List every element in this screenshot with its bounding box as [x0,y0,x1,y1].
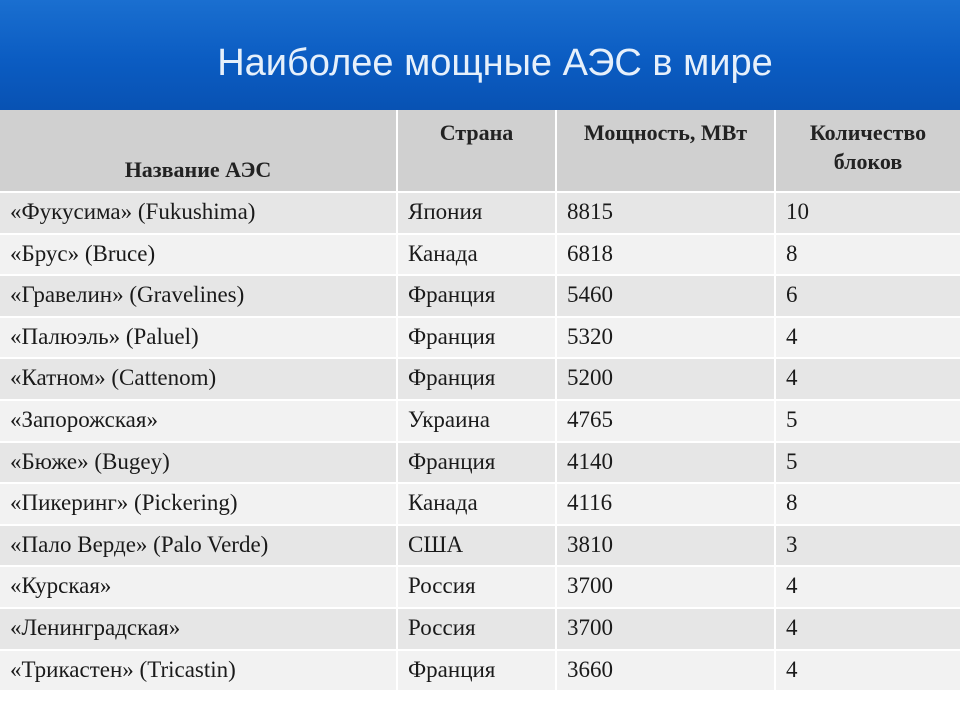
cell-country: Россия [397,566,556,608]
cell-country: Канада [397,483,556,525]
cell-power: 8815 [556,192,775,234]
cell-name: «Катном» (Cattenom) [0,358,397,400]
cell-units: 4 [775,608,960,650]
cell-country: Россия [397,608,556,650]
cell-country: Канада [397,234,556,276]
cell-units: 5 [775,442,960,484]
slide-title: Наиболее мощные АЭС в мире [217,42,773,84]
header-power-label: Мощность, МВт [583,120,748,145]
cell-country: Франция [397,275,556,317]
cell-name: «Трикастен» (Tricastin) [0,650,397,691]
table-row [0,566,960,608]
cell-power: 4765 [556,400,775,442]
cell-units: 4 [775,317,960,359]
table-row [0,192,960,234]
cell-country: Япония [397,192,556,234]
cell-name: «Фукусима» (Fukushima) [0,192,397,234]
cell-name: «Курская» [0,566,397,608]
table-row [0,608,960,650]
cell-power: 3660 [556,650,775,691]
cell-name: «Пало Верде» (Palo Verde) [0,525,397,567]
cell-country: Франция [397,317,556,359]
cell-power: 5460 [556,275,775,317]
header-country [397,110,556,192]
cell-country: США [397,525,556,567]
cell-units: 8 [775,483,960,525]
header-name: Название АЭС [0,110,397,192]
cell-units: 4 [775,566,960,608]
cell-country: Франция [397,442,556,484]
cell-name: «Палюэль» (Paluel) [0,317,397,359]
title-band [0,0,960,110]
cell-units: 4 [775,650,960,691]
cell-name: «Гравелин» (Gravelines) [0,275,397,317]
cell-name: «Брус» (Bruce) [0,234,397,276]
cell-country: Украина [397,400,556,442]
cell-power: 4140 [556,442,775,484]
cell-name: «Бюже» (Bugey) [0,442,397,484]
cell-units: 3 [775,525,960,567]
cell-power: 4116 [556,483,775,525]
cell-name: «Ленинградская» [0,608,397,650]
cell-name: «Запорожская» [0,400,397,442]
cell-country: Франция [397,650,556,691]
table-row [0,234,960,276]
cell-units: 8 [775,234,960,276]
table-row [0,442,960,484]
cell-power: 5320 [556,317,775,359]
cell-power: 5200 [556,358,775,400]
cell-power: 3700 [556,566,775,608]
cell-power: 3700 [556,608,775,650]
cell-country: Франция [397,358,556,400]
npp-table [0,110,960,690]
cell-power: 6818 [556,234,775,276]
header-country-label: Страна [439,120,514,145]
cell-units: 4 [775,358,960,400]
header-units [775,110,960,192]
header-units-label: Количество блоков [809,120,927,174]
table-row [0,483,960,525]
table-row [0,358,960,400]
cell-name: «Пикеринг» (Pickering) [0,483,397,525]
cell-units: 5 [775,400,960,442]
cell-power: 3810 [556,525,775,567]
cell-units: 6 [775,275,960,317]
table-row [0,400,960,442]
cell-units: 10 [775,192,960,234]
table-header-row [0,110,960,192]
header-power [556,110,775,192]
table-row [0,275,960,317]
table-row [0,317,960,359]
table-row [0,525,960,567]
table-row [0,650,960,691]
